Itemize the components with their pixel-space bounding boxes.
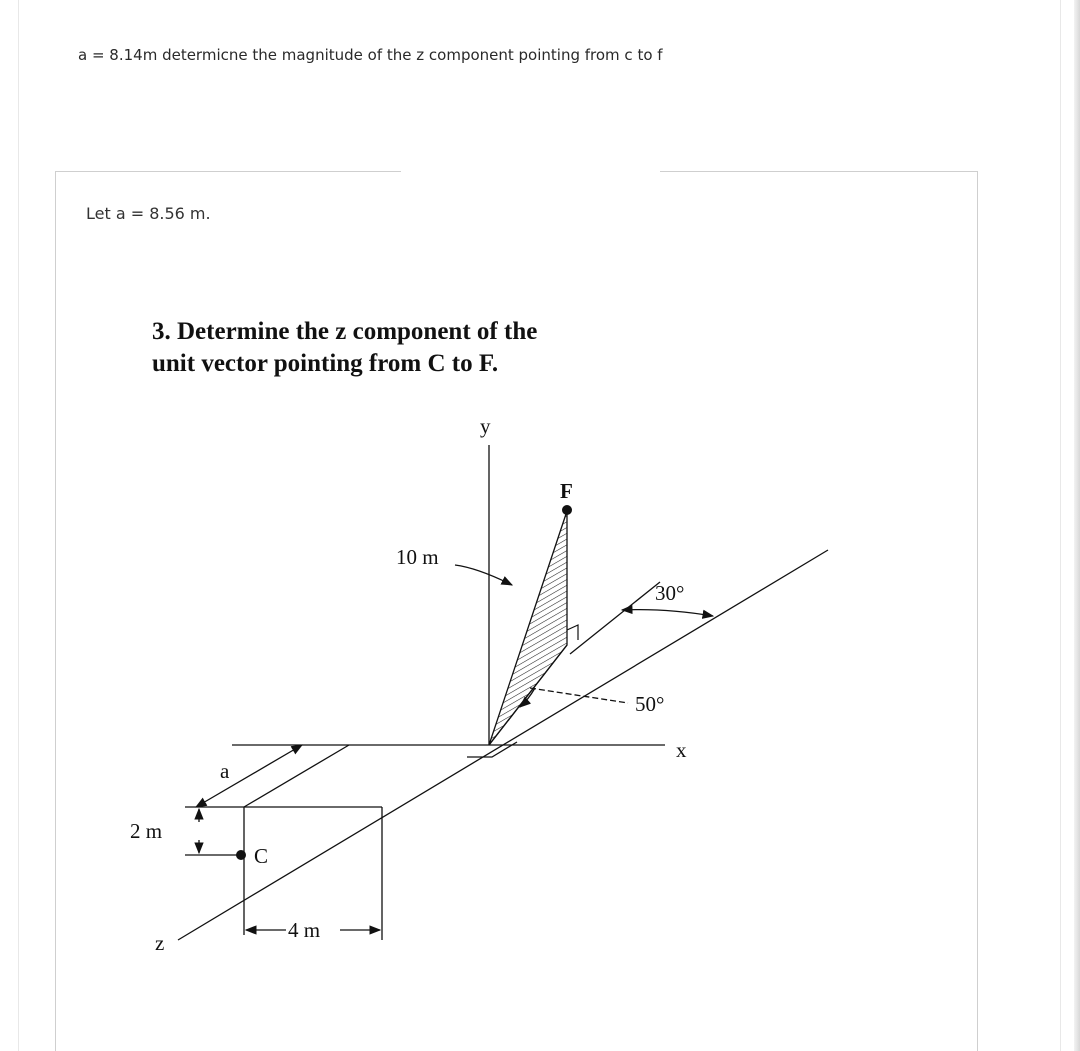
- problem-statement-line-1: 3. Determine the z component of the: [152, 318, 538, 345]
- length-10m-label: 10 m: [396, 545, 439, 569]
- point-f-marker: [562, 505, 572, 515]
- length-10m-leader: [455, 565, 512, 585]
- foot-right-angle-mark: [567, 625, 578, 640]
- point-f-label: F: [560, 479, 573, 503]
- dimension-4m-label: 4 m: [288, 918, 321, 942]
- angle-50-label: 50°: [635, 692, 665, 716]
- angle-50-leader: [530, 688, 628, 703]
- dimension-a-label: a: [220, 759, 230, 783]
- problem-statement-line-2: unit vector pointing from C to F.: [152, 350, 499, 377]
- question-text: a = 8.14m determicne the magnitude of the z component pointing from c to f: [78, 46, 663, 64]
- z-axis-label: z: [155, 931, 165, 955]
- given-value: Let a = 8.56 m.: [86, 204, 211, 223]
- point-c-label: C: [254, 844, 269, 868]
- angle-30-reference-line: [570, 582, 660, 654]
- angle-30-label: 30°: [655, 581, 685, 605]
- angle-30-arc: [622, 610, 713, 616]
- dimension-a-arrow: [196, 745, 302, 807]
- hatched-triangle: [489, 511, 567, 745]
- y-axis-label: y: [480, 414, 491, 438]
- origin-right-angle-mark: [467, 742, 517, 757]
- point-c-marker: [236, 850, 246, 860]
- x-axis-label: x: [676, 738, 687, 762]
- dimension-2m-label: 2 m: [130, 819, 163, 843]
- plane-line-inner: [244, 745, 349, 807]
